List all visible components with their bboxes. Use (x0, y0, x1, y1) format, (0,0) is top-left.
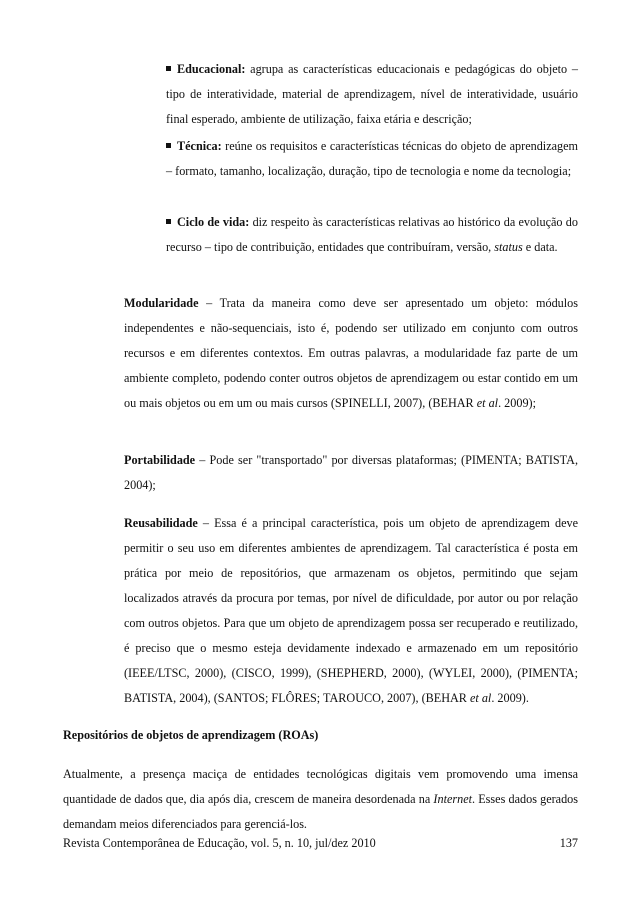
item-after: . 2009); (498, 396, 536, 410)
bullet-after: e data. (522, 240, 558, 254)
section-heading: Repositórios de objetos de aprendizagem (ROAs) (63, 728, 319, 742)
item-title: Modularidade (124, 296, 199, 310)
bullet-title: Ciclo de vida: (177, 215, 250, 229)
square-bullet-icon (166, 66, 171, 71)
page-number: 137 (559, 836, 578, 850)
paragraph-text: Atualmente, a presença maciça de entidades tecnológicas digitais vem promovendo uma imensa quantidade de dados que, dia após dia, crescem de maneira desordenada na (63, 767, 578, 806)
bullet-ciclo-de-vida (166, 210, 578, 260)
bullet-tecnica (166, 134, 578, 184)
item-modularidade (124, 291, 578, 416)
paragraph-after: . Esses dados gerados demandam meios diferenciados para gerenciá-los. (63, 792, 579, 831)
item-title: Portabilidade (124, 453, 196, 467)
item-italic: et al (469, 691, 492, 705)
bullet-title: Técnica: (177, 139, 222, 153)
bullet-text: diz respeito às características relativas ao histórico da evolução do recurso – tipo de contribuição, entidades que contribuíram, versão, (166, 215, 578, 254)
item-title: Reusabilidade (124, 516, 198, 530)
square-bullet-icon (166, 143, 171, 148)
item-text: – Trata da maneira como deve ser apresentado um objeto: módulos independentes e não-sequenciais, isto é, podendo ser utilizado em conjunto com outros recursos e em diferentes contextos. Em outras palavras, a modularidade faz parte de um ambiente completo, podendo conter outros objetos de aprendizagem ou estar contido em um ou mais objetos ou em um ou mais cursos (SPINELLI, 2007), (BEHAR (124, 296, 578, 410)
item-italic: et al (476, 396, 499, 410)
square-bullet-icon (166, 219, 171, 224)
item-after: . 2009). (491, 691, 529, 705)
paragraph-italic: Internet (433, 792, 473, 806)
item-text: – Pode ser "transportado" por diversas plataformas; (PIMENTA; BATISTA, 2004); (124, 453, 578, 492)
bullet-text: agrupa as características educacionais e pedagógicas do objeto – tipo de interatividade, material de aprendizagem, nível de interatividade, usuário final esperado, ambiente de utilização, faixa etária e descrição; (166, 62, 578, 126)
body-paragraph (63, 762, 578, 837)
item-portabilidade (124, 448, 578, 498)
bullet-text: reúne os requisitos e características técnicas do objeto de aprendizagem – formato, tamanho, localização, duração, tipo de tecnologia e nome da tecnologia; (166, 139, 578, 178)
bullet-title: Educacional: (177, 62, 246, 76)
page-footer (63, 835, 578, 851)
item-reusabilidade (124, 511, 578, 711)
item-text: – Essa é a principal característica, pois um objeto de aprendizagem deve permitir o seu uso em diferentes ambientes de aprendizagem. Tal característica é posta em prática por meio de repositórios, que armazenam os objetos, permitindo que sejam localizados através da procura por temas, por nível de dificuldade, por autor ou por relação com outros objetos. Para que um objeto de aprendizagem possa ser recuperado e reutilizado, é preciso que o mesmo esteja devidamente indexado e armazenado em um repositório (IEEE/LTSC, 2000), (CISCO, 1999), (SHEPHERD, 2000), (WYLEI, 2000), (PIMENTA; BATISTA, 2004), (SANTOS; FLÔRES; TAROUCO, 2007), (BEHAR (124, 516, 578, 705)
bullet-educacional (166, 57, 578, 132)
bullet-italic: status (494, 240, 523, 254)
journal-citation: Revista Contemporânea de Educação, vol. 5, n. 10, jul/dez 2010 (63, 836, 376, 850)
